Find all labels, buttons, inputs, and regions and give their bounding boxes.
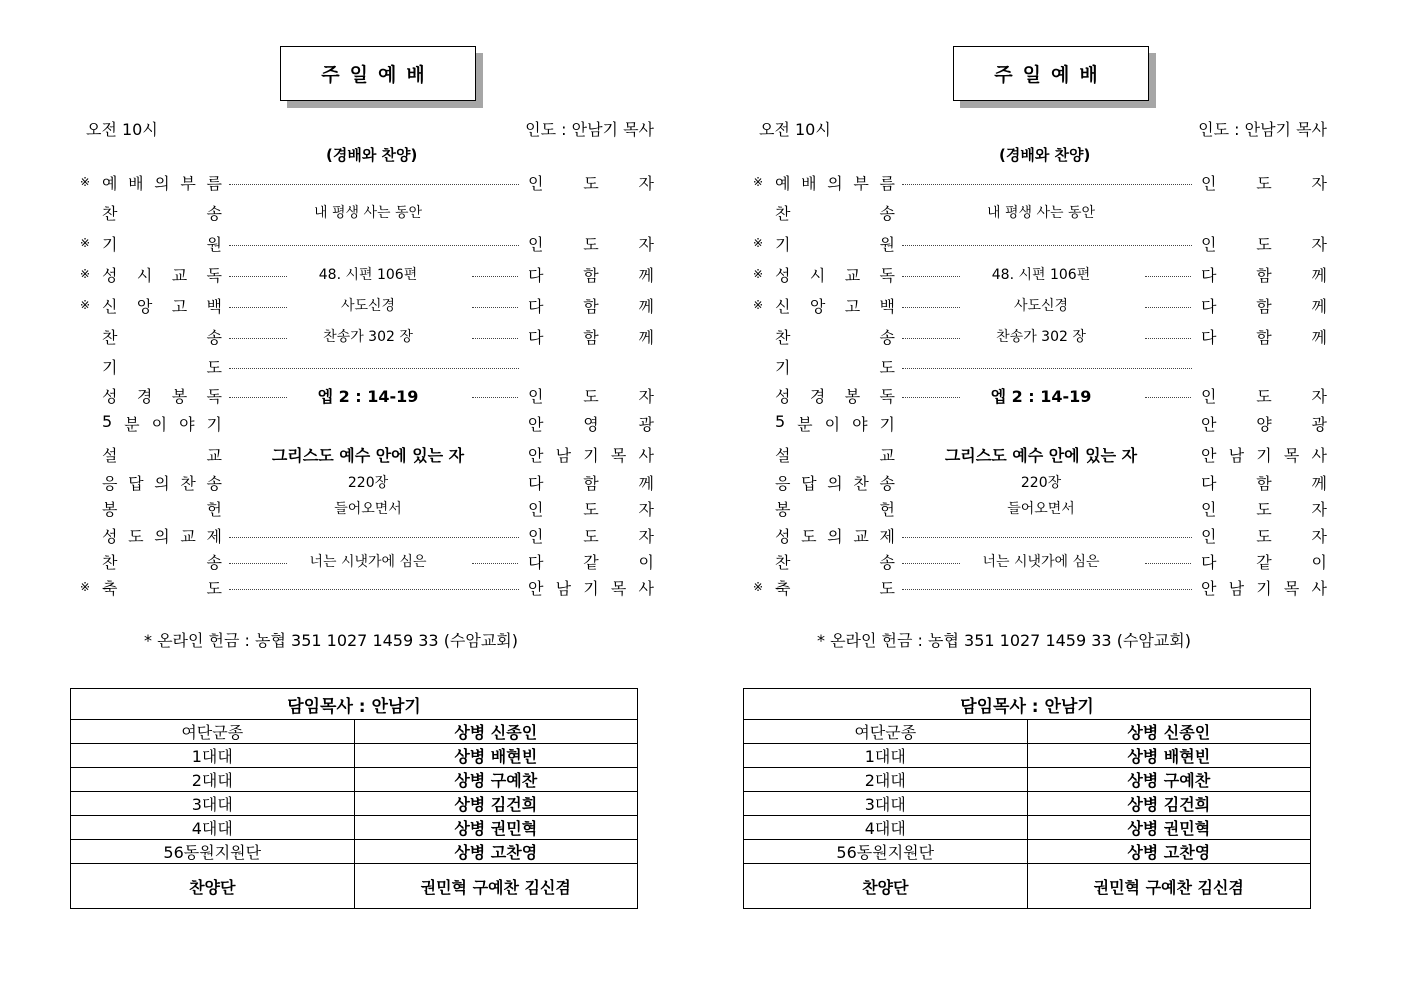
order-content: 220장 (347, 475, 389, 491)
table-row (744, 864, 1311, 909)
order-label: 성 경 봉 독 (775, 386, 895, 406)
table-row (71, 792, 638, 816)
order-person: 인 도 자 (528, 526, 654, 546)
table-row (71, 768, 638, 792)
order-content: 너는 시냇가에 심은 (309, 554, 427, 570)
choir-members: 권민혁 구예찬 김신겸 (354, 864, 638, 909)
order-row (0, 383, 654, 407)
order-content: 찬송가 302 장 (323, 329, 413, 345)
service-time: 오전 10시 (86, 120, 158, 139)
order-content: 그리스도 예수 안에 있는 자 (271, 445, 465, 465)
table-row (744, 840, 1311, 864)
order-row (673, 496, 1327, 520)
order-label: 기 원 (775, 234, 895, 254)
order-row (0, 442, 654, 466)
order-row (673, 200, 1273, 224)
order-label: 설 교 (102, 445, 222, 465)
unit-cell: 1대대 (71, 744, 355, 768)
order-person: 다 같 이 (1201, 552, 1327, 572)
order-person: 안 남 기 목 사 (528, 578, 654, 598)
order-person: 인 도 자 (1201, 386, 1327, 406)
order-person: 인 도 자 (528, 234, 654, 254)
table-row (744, 792, 1311, 816)
standing-mark: ※ (79, 580, 91, 594)
order-label: 신 앙 고 백 (102, 296, 222, 316)
order-label: 찬 송 (102, 552, 222, 572)
order-row (673, 170, 1327, 194)
online-offering: * 온라인 헌금 : 농협 351 1027 1459 33 (수암교회) (144, 631, 519, 650)
dotted-leader (472, 563, 518, 564)
order-row (0, 293, 654, 317)
order-row (673, 231, 1327, 255)
standing-mark: ※ (79, 267, 91, 281)
choir-members: 권민혁 구예찬 김신겸 (1027, 864, 1311, 909)
order-label: 축 도 (775, 578, 895, 598)
staff-header: 담임목사 : 안남기 (71, 689, 638, 720)
section-heading: (경배와 찬양) (326, 146, 418, 164)
dotted-leader (229, 184, 519, 185)
order-label: 성 도 의 교 제 (102, 526, 222, 546)
order-label: 응 답 의 찬 송 (775, 473, 895, 493)
order-row (673, 470, 1327, 494)
bulletin-right (673, 0, 1327, 992)
unit-cell: 3대대 (744, 792, 1028, 816)
order-row (673, 411, 1327, 435)
name-cell: 상병 신종인 (354, 720, 638, 744)
order-label: 찬 송 (775, 552, 895, 572)
order-label: 응 답 의 찬 송 (102, 473, 222, 493)
table-row (71, 744, 638, 768)
table-row (71, 816, 638, 840)
standing-mark: ※ (79, 298, 91, 312)
order-label: 성 도 의 교 제 (775, 526, 895, 546)
name-cell: 상병 권민혁 (354, 816, 638, 840)
order-row (673, 354, 1273, 378)
name-cell: 상병 배현빈 (1027, 744, 1311, 768)
order-content: 48. 시편 106편 (991, 267, 1091, 283)
order-label: 성 시 교 독 (102, 265, 222, 285)
order-content: 220장 (1020, 475, 1062, 491)
name-cell: 상병 김건희 (354, 792, 638, 816)
order-person: 인 도 자 (1201, 526, 1327, 546)
dotted-leader (1145, 276, 1191, 277)
name-cell: 상병 구예찬 (354, 768, 638, 792)
order-person: 안 남 기 목 사 (1201, 578, 1327, 598)
order-label: 예 배 의 부 름 (775, 173, 895, 193)
order-label: 축 도 (102, 578, 222, 598)
order-person: 안 남 기 목 사 (528, 445, 654, 465)
standing-mark: ※ (752, 580, 764, 594)
order-person: 다 함 께 (528, 265, 654, 285)
dotted-leader (229, 245, 519, 246)
order-row (0, 470, 654, 494)
order-row (0, 411, 654, 435)
dotted-leader (229, 537, 519, 538)
dotted-leader (472, 397, 518, 398)
unit-cell: 56동원지원단 (744, 840, 1028, 864)
name-cell: 상병 고찬영 (354, 840, 638, 864)
table-row (71, 864, 638, 909)
order-label: 5 분 이 야 기 (102, 411, 222, 434)
order-label: 설 교 (775, 445, 895, 465)
order-row (0, 262, 654, 286)
standing-mark: ※ (752, 298, 764, 312)
dotted-leader (902, 589, 1192, 590)
service-title: 주일예배 (953, 46, 1149, 101)
name-cell: 상병 신종인 (1027, 720, 1311, 744)
dotted-leader (472, 276, 518, 277)
order-content: 그리스도 예수 안에 있는 자 (944, 445, 1138, 465)
unit-cell: 4대대 (744, 816, 1028, 840)
order-content: 내 평생 사는 동안 (313, 205, 423, 221)
table-row (71, 840, 638, 864)
order-row (0, 170, 654, 194)
dotted-leader (229, 589, 519, 590)
unit-cell: 1대대 (744, 744, 1028, 768)
order-person: 인 도 자 (1201, 499, 1327, 519)
order-content: 들어오면서 (1007, 501, 1075, 517)
order-person: 인 도 자 (1201, 234, 1327, 254)
staff-table (70, 688, 638, 909)
order-content: 엡 2 : 14-19 (317, 386, 419, 406)
online-offering: * 온라인 헌금 : 농협 351 1027 1459 33 (수암교회) (817, 631, 1192, 650)
order-row (673, 549, 1327, 573)
order-content: 내 평생 사는 동안 (986, 205, 1096, 221)
order-content: 들어오면서 (334, 501, 402, 517)
standing-mark: ※ (752, 267, 764, 281)
order-person: 다 함 께 (1201, 327, 1327, 347)
section-heading: (경배와 찬양) (999, 146, 1091, 164)
dotted-leader (1145, 307, 1191, 308)
order-label: 5 분 이 야 기 (775, 411, 895, 434)
order-label: 기 도 (102, 357, 222, 377)
order-row (673, 324, 1327, 348)
order-content: 48. 시편 106편 (318, 267, 418, 283)
order-person: 안 양 광 (1201, 414, 1327, 434)
order-label: 예 배 의 부 름 (102, 173, 222, 193)
order-person: 다 함 께 (1201, 473, 1327, 493)
order-label: 기 원 (102, 234, 222, 254)
order-person: 인 도 자 (528, 386, 654, 406)
order-person: 다 함 께 (1201, 265, 1327, 285)
order-row (0, 523, 654, 547)
table-row (744, 744, 1311, 768)
order-row (673, 523, 1327, 547)
service-time: 오전 10시 (759, 120, 831, 139)
name-cell: 상병 고찬영 (1027, 840, 1311, 864)
order-label: 봉 헌 (775, 499, 895, 519)
name-cell: 상병 김건희 (1027, 792, 1311, 816)
order-label: 기 도 (775, 357, 895, 377)
order-content: 사도신경 (340, 298, 396, 314)
order-content: 엡 2 : 14-19 (990, 386, 1092, 406)
unit-cell: 여단군종 (744, 720, 1028, 744)
order-label: 찬 송 (775, 203, 895, 223)
dotted-leader (902, 537, 1192, 538)
order-content: 사도신경 (1013, 298, 1069, 314)
unit-cell: 여단군종 (71, 720, 355, 744)
choir-label: 찬양단 (744, 864, 1028, 909)
order-label: 찬 송 (775, 327, 895, 347)
standing-mark: ※ (752, 236, 764, 250)
staff-table (743, 688, 1311, 909)
name-cell: 상병 권민혁 (1027, 816, 1311, 840)
dotted-leader (472, 307, 518, 308)
standing-mark: ※ (79, 175, 91, 189)
service-title: 주일예배 (280, 46, 476, 101)
order-row (673, 293, 1327, 317)
order-content: 너는 시냇가에 심은 (982, 554, 1100, 570)
order-row (0, 549, 654, 573)
staff-header: 담임목사 : 안남기 (744, 689, 1311, 720)
unit-cell: 4대대 (71, 816, 355, 840)
order-person: 인 도 자 (528, 499, 654, 519)
choir-label: 찬양단 (71, 864, 355, 909)
table-row (744, 816, 1311, 840)
dotted-leader (902, 184, 1192, 185)
dotted-leader (902, 245, 1192, 246)
order-person: 안 남 기 목 사 (1201, 445, 1327, 465)
bulletin-left (0, 0, 654, 992)
unit-cell: 2대대 (744, 768, 1028, 792)
order-row (673, 383, 1327, 407)
order-person: 다 같 이 (528, 552, 654, 572)
dotted-leader (1145, 397, 1191, 398)
order-person: 다 함 께 (1201, 296, 1327, 316)
dotted-leader (472, 338, 518, 339)
order-row (673, 262, 1327, 286)
dotted-leader (229, 368, 519, 369)
order-content: 찬송가 302 장 (996, 329, 1086, 345)
service-leader: 인도 : 안남기 목사 (525, 120, 654, 139)
order-row (673, 575, 1327, 599)
unit-cell: 2대대 (71, 768, 355, 792)
order-row (0, 200, 600, 224)
unit-cell: 56동원지원단 (71, 840, 355, 864)
order-label: 봉 헌 (102, 499, 222, 519)
dotted-leader (902, 368, 1192, 369)
order-person: 다 함 께 (528, 296, 654, 316)
service-leader: 인도 : 안남기 목사 (1198, 120, 1327, 139)
order-person: 인 도 자 (528, 173, 654, 193)
name-cell: 상병 구예찬 (1027, 768, 1311, 792)
standing-mark: ※ (79, 236, 91, 250)
order-row (0, 231, 654, 255)
unit-cell: 3대대 (71, 792, 355, 816)
name-cell: 상병 배현빈 (354, 744, 638, 768)
order-person: 안 영 광 (528, 414, 654, 434)
table-row (744, 768, 1311, 792)
dotted-leader (1145, 563, 1191, 564)
order-row (0, 496, 654, 520)
dotted-leader (1145, 338, 1191, 339)
table-row (744, 720, 1311, 744)
order-label: 찬 송 (102, 203, 222, 223)
order-person: 다 함 께 (528, 327, 654, 347)
order-person: 인 도 자 (1201, 173, 1327, 193)
order-row (0, 354, 600, 378)
order-row (673, 442, 1327, 466)
order-row (0, 575, 654, 599)
order-label: 성 시 교 독 (775, 265, 895, 285)
standing-mark: ※ (752, 175, 764, 189)
order-label: 성 경 봉 독 (102, 386, 222, 406)
order-row (0, 324, 654, 348)
order-person: 다 함 께 (528, 473, 654, 493)
table-row (71, 720, 638, 744)
order-label: 신 앙 고 백 (775, 296, 895, 316)
order-label: 찬 송 (102, 327, 222, 347)
